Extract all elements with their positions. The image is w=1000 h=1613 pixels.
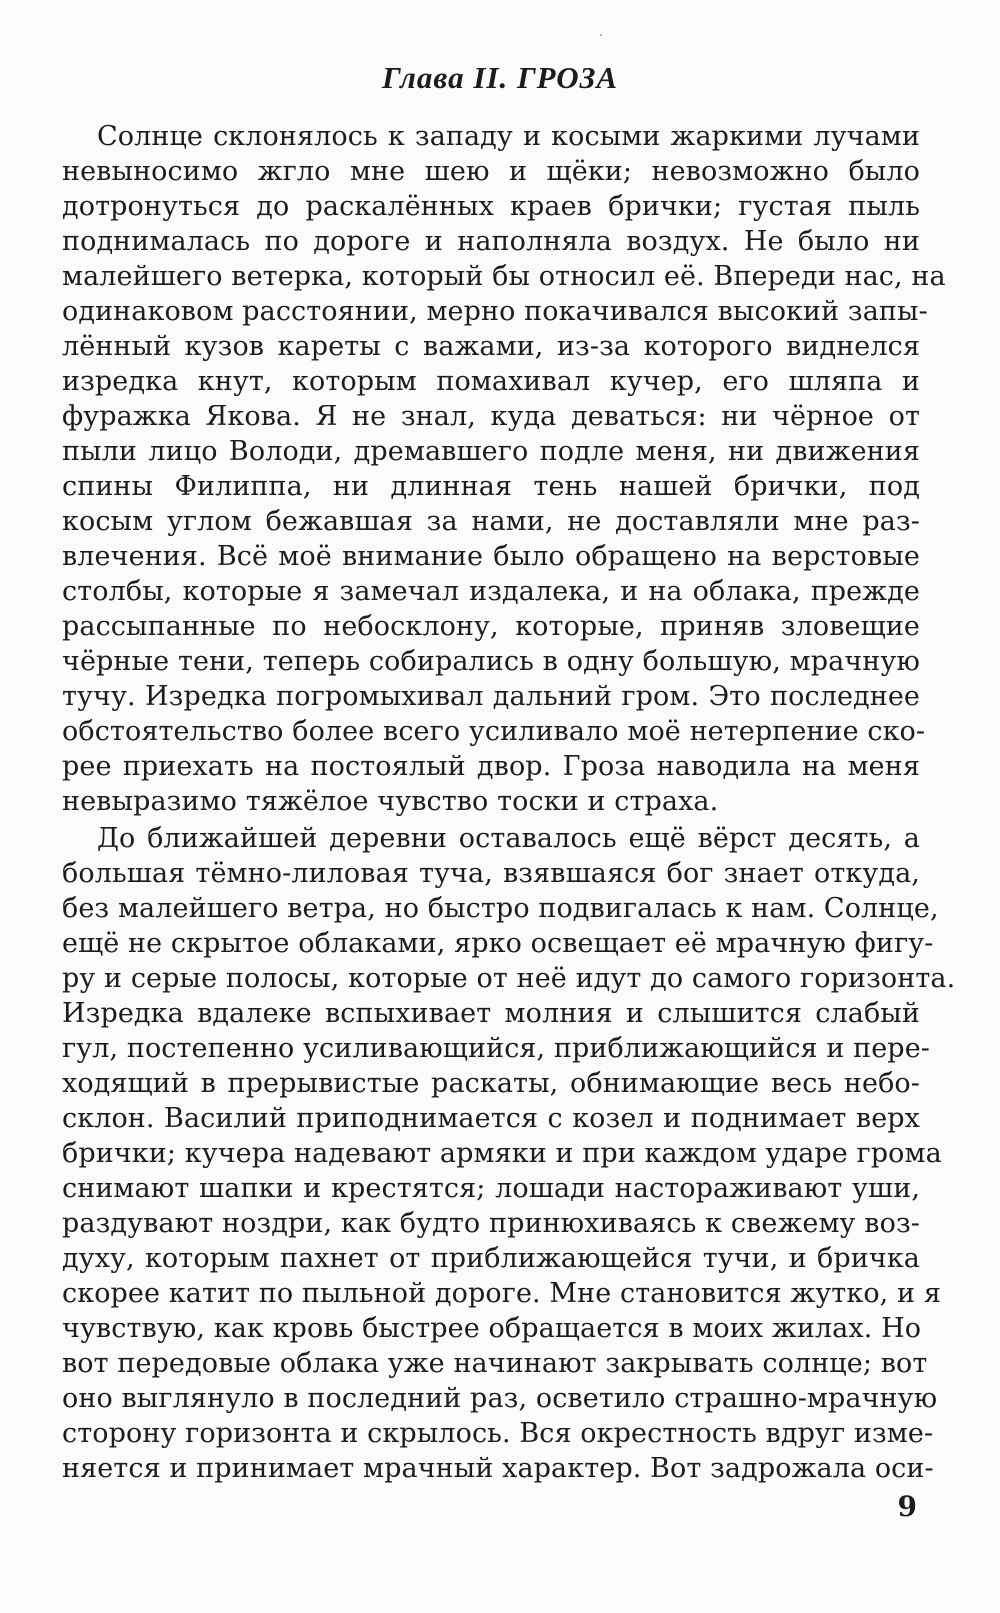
- text-line: ещё не скрытое облаками, ярко освещает её мрачную фигу-: [62, 928, 934, 959]
- text-line: одинаковом расстоянии, мерно покачивался высокий запы-: [62, 296, 928, 327]
- text-line: оно выглянуло в последний раз, осветило страшно-мрачную: [62, 1383, 938, 1414]
- text-line: духу, которым пахнет от приближающейся тучи, и бричка: [62, 1243, 920, 1274]
- text-line: влечения. Всё моё внимание было обращено на верстовые: [62, 541, 920, 572]
- page-number: 9: [897, 1490, 917, 1523]
- text-line: спины Филиппа, ни длинная тень нашей брички, под: [62, 471, 920, 502]
- text-line: тучу. Изредка погромыхивал дальний гром. Это последнее: [62, 681, 920, 712]
- text-line: косым углом бежавшая за нами, не доставляли мне раз-: [62, 506, 920, 537]
- text-line: ходящий в прерывистые раскаты, обнимающие весь небо-: [62, 1068, 920, 1099]
- text-line: без малейшего ветра, но быстро подвигалась к нам. Солнце,: [62, 893, 939, 924]
- text-line: гул, постепенно усиливающийся, приближающийся и пере-: [62, 1033, 930, 1064]
- text-line: скорее катит по пыльной дороге. Мне становится жутко, и я: [62, 1278, 941, 1309]
- scan-speck: [600, 34, 602, 36]
- text-line: Изредка вдалеке вспыхивает молния и слышится слабый: [62, 998, 920, 1029]
- text-line: Солнце склонялось к западу и косыми жаркими лучами: [97, 121, 920, 152]
- text-line: столбы, которые я замечал издалека, и на облака, прежде: [62, 576, 920, 607]
- text-line: склон. Василий приподнимается с козел и поднимает верх: [62, 1103, 920, 1134]
- text-line: рее приехать на постоялый двор. Гроза наводила на меня: [62, 751, 920, 782]
- paragraph: [62, 119, 946, 819]
- text-line: брички; кучера надевают армяки и при каждом ударе грома: [62, 1138, 942, 1169]
- text-line: невыносимо жгло мне шею и щёки; невозможно было: [62, 156, 920, 187]
- text-line: рассыпанные по небосклону, которые, приняв зловещие: [62, 611, 920, 642]
- text-line: невыразимо тяжёлое чувство тоски и страха.: [62, 786, 719, 817]
- chapter-title: Глава II. ГРОЗА: [381, 60, 619, 95]
- text-line: ру и серые полосы, которые от неё идут до самого горизонта.: [62, 963, 956, 994]
- text-line: До ближайшей деревни оставалось ещё вёрст десять, а: [97, 823, 920, 854]
- text-line: фуражка Якова. Я не знал, куда деваться: ни чёрное от: [62, 401, 920, 432]
- chapter-text: [62, 119, 956, 1488]
- text-line: лённый кузов кареты с важами, из-за которого виднелся: [62, 331, 920, 362]
- text-line: большая тёмно-лиловая туча, взявшаяся бог знает откуда,: [62, 858, 920, 889]
- text-line: сторону горизонта и скрылось. Вся окрестность вдруг изме-: [62, 1418, 934, 1449]
- text-line: обстоятельство более всего усиливало моё нетерпение ско-: [62, 716, 926, 747]
- text-line: няется и принимает мрачный характер. Вот задрожала оси-: [62, 1453, 934, 1484]
- text-line: чувствую, как кровь быстрее обращается в моих жилах. Но: [62, 1313, 922, 1344]
- text-line: вот передовые облака уже начинают закрывать солнце; вот: [62, 1348, 928, 1379]
- text-line: снимают шапки и крестятся; лошади настораживают уши,: [62, 1173, 920, 1204]
- text-line: чёрные тени, теперь собирались в одну большую, мрачную: [62, 646, 920, 677]
- paragraph: [62, 821, 956, 1486]
- text-line: дотронуться до раскалённых краев брички; густая пыль: [62, 191, 920, 222]
- text-line: раздувают ноздри, как будто принюхиваясь к свежему воз-: [62, 1208, 920, 1239]
- text-line: малейшего ветерка, который бы относил её. Впереди нас, на: [62, 261, 946, 292]
- text-line: изредка кнут, которым помахивал кучер, его шляпа и: [62, 366, 920, 397]
- text-line: пыли лицо Володи, дремавшего подле меня, ни движения: [62, 436, 920, 467]
- text-line: поднималась по дороге и наполняла воздух. Не было ни: [62, 226, 920, 257]
